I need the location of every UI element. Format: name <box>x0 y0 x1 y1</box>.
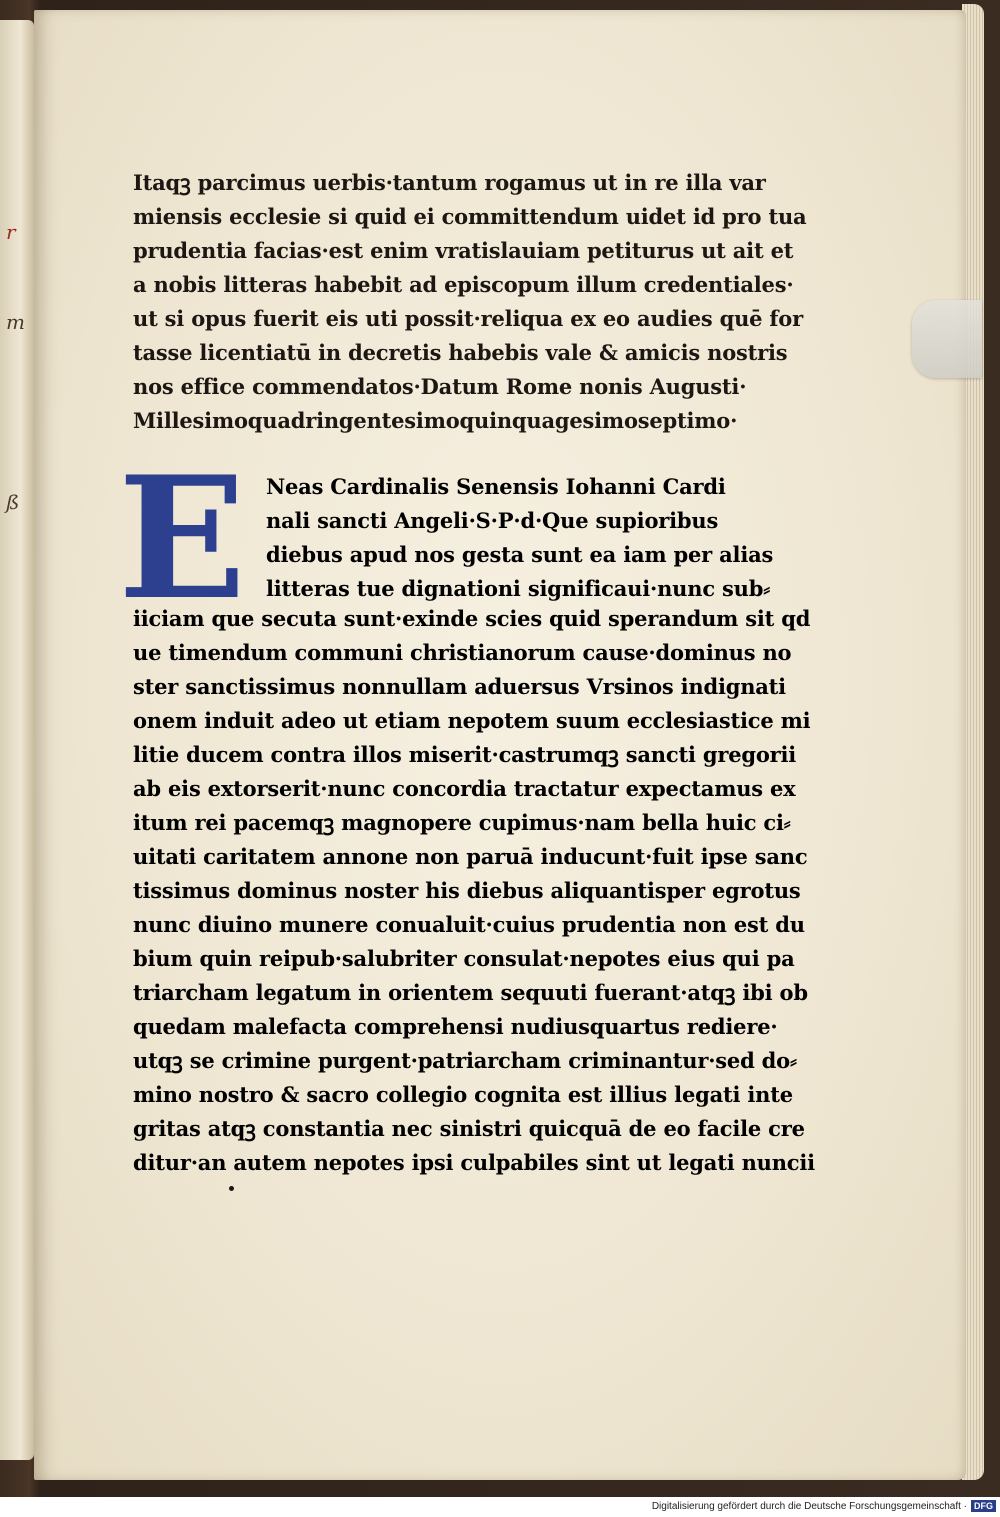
text-line: miensis ecclesie si quid ei committendum uidet id pro tua <box>133 204 807 229</box>
text-line: utqꝫ se crimine purgent·patriarcham criminantur·sed do⸗ <box>133 1048 797 1073</box>
text-line: mino nostro & sacro collegio cognita est illius legati inte <box>133 1082 793 1107</box>
page-clip <box>912 300 982 378</box>
text-line: ab eis extorserit·nunc concordia tractatur expectamus ex <box>133 776 796 801</box>
left-page-fragment: ß <box>6 490 20 514</box>
text-line: tasse licentiatū in decretis habebis vale & amicis nostris <box>133 340 788 365</box>
text-line: prudentia facias·est enim vratislauiam petiturus ut ait et <box>133 238 794 263</box>
text-line: ster sanctissimus nonnullam aduersus Vrsinos indignati <box>133 674 786 699</box>
left-page-fragment: r <box>6 220 16 244</box>
dfg-logo: DFG <box>971 1500 996 1512</box>
text-line: Itaqꝫ parcimus uerbis·tantum rogamus ut in re illa var <box>133 170 766 195</box>
ink-mark <box>229 1186 234 1191</box>
text-line: tissimus dominus noster his diebus aliquantisper egrotus <box>133 878 801 903</box>
text-line: bium quin reipub·salubriter consulat·nepotes eius qui pa <box>133 946 795 971</box>
text-line: nali sancti Angeli·S·P·d·Que supioribus <box>266 508 719 533</box>
text-line: litteras tue dignationi significaui·nunc sub⸗ <box>266 576 770 601</box>
text-line: ditur·an autem nepotes ipsi culpabiles sint ut legati nuncii <box>133 1150 815 1175</box>
paragraph-2-opening <box>266 470 773 606</box>
left-page-fragment: m <box>6 310 25 334</box>
text-line: ut si opus fuerit eis uti possit·reliqua ex eo audies quē for <box>133 306 803 331</box>
text-line: Millesimoquadringentesimoquinquagesimoseptimo· <box>133 408 738 433</box>
left-page-edge <box>0 20 34 1460</box>
text-line: onem induit adeo ut etiam nepotem suum ecclesiastice mi <box>133 708 811 733</box>
text-line: uitati caritatem annone non paruā inducunt·fuit ipse sanc <box>133 844 808 869</box>
illuminated-initial: E <box>118 439 247 637</box>
text-line: diebus apud nos gesta sunt ea iam per alias <box>266 542 774 567</box>
text-line: nos effice commendatos·Datum Rome nonis Augusti· <box>133 374 747 399</box>
text-line: a nobis litteras habebit ad episcopum illum credentiales· <box>133 272 794 297</box>
text-line: triarcham legatum in orientem sequuti fuerant·atqꝫ ibi ob <box>133 980 808 1005</box>
text-line: litie ducem contra illos miserit·castrumqꝫ sancti gregorii <box>133 742 797 767</box>
text-line: itum rei pacemqꝫ magnopere cupimus·nam bella huic ci⸗ <box>133 810 791 835</box>
text-line: quedam malefacta comprehensi nudiusquartus rediere· <box>133 1014 778 1039</box>
text-line: iiciam que secuta sunt·exinde scies quid sperandum sit qd <box>133 606 811 631</box>
text-line: Neas Cardinalis Senensis Iohanni Cardi <box>266 474 726 499</box>
paragraph-2-body <box>133 602 815 1180</box>
text-line: gritas atqꝫ constantia nec sinistri quicquā de eo facile cre <box>133 1116 805 1141</box>
paragraph-1 <box>133 166 807 438</box>
text-line: nunc diuino munere conualuit·cuius prudentia non est du <box>133 912 805 937</box>
funding-credit: Digitalisierung gefördert durch die Deutsche Forschungsgemeinschaft · <box>651 1501 967 1512</box>
text-line: ue timendum communi christianorum cause·dominus no <box>133 640 792 665</box>
footer-bar <box>0 1497 1000 1517</box>
